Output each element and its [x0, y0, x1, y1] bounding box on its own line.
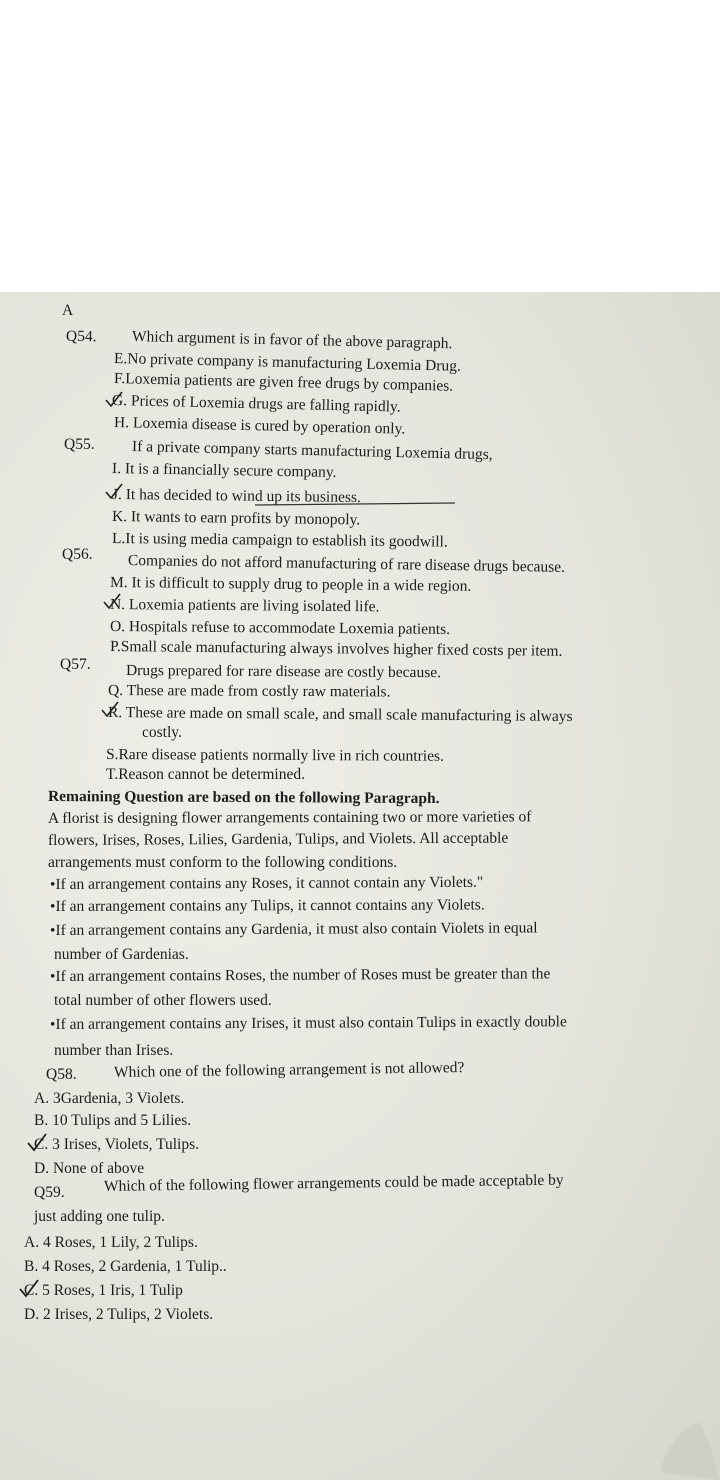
tick-mark-R: [100, 700, 120, 718]
tick-mark-C: [26, 1132, 48, 1152]
photographed-exam-page: [0, 292, 720, 1480]
page-fold-decoration: [640, 1412, 720, 1480]
rule-4-cont: total number of other flowers used.: [54, 992, 272, 1009]
q56-number: Q56.: [62, 546, 93, 563]
paragraph-line-2: flowers, Irises, Roses, Lilies, Gardenia, Tulips, and Violets. All acceptable: [47, 829, 509, 849]
rule-3-cont: number of Gardenias.: [54, 946, 189, 963]
q59-question-cont: just adding one tulip.: [34, 1208, 165, 1225]
tick-mark-N: [102, 592, 122, 610]
q58-question: Which one of the following arrangement is not allowed?: [113, 1059, 465, 1081]
q54-option-e: E.No private company is manufacturing Loxemia Drug.: [113, 350, 462, 375]
section-label: A: [62, 302, 74, 319]
q59-option-c: C. 5 Roses, 1 Iris, 1 Tulip: [24, 1282, 183, 1299]
tick-mark-J: [104, 482, 124, 500]
rule-3: •If an arrangement contains any Gardenia, it must also contain Violets in equal: [49, 919, 538, 939]
q59-number: Q59.: [34, 1184, 65, 1201]
tick-mark-C59: [18, 1278, 40, 1298]
paragraph-line-3: arrangements must conform to the following conditions.: [48, 854, 398, 871]
q57-option-r-cont: costly.: [142, 724, 182, 741]
q54-option-h: H. Loxemia disease is cured by operation only.: [113, 414, 406, 438]
q55-option-l: L.It is using media campaign to establish its goodwill.: [111, 530, 448, 551]
q54-option-g: G. Prices of Loxemia drugs are falling rapidly.: [111, 392, 401, 416]
q56-option-n: N. Loxemia patients are living isolated life.: [109, 596, 380, 616]
q57-option-r: R. These are made on small scale, and small scale manufacturing is always: [107, 704, 573, 726]
q59-question: Which of the following flower arrangements could be made acceptable by: [103, 1171, 564, 1195]
q59-option-d: D. 2 Irises, 2 Tulips, 2 Violets.: [24, 1306, 214, 1323]
paragraph-heading: Remaining Question are based on the following Paragraph.: [47, 788, 440, 808]
q56-option-p: P.Small scale manufacturing always involves higher fixed costs per item.: [109, 638, 563, 660]
rule-4: •If an arrangement contains Roses, the number of Roses must be greater than the: [49, 965, 551, 985]
q54-number: Q54.: [65, 327, 97, 346]
rule-1: •If an arrangement contains any Roses, it cannot contain any Violets.": [49, 873, 484, 893]
q57-option-t: T.Reason cannot be determined.: [106, 766, 305, 783]
q54-question: Which argument is in favor of the above paragraph.: [131, 328, 453, 353]
rule-5: •If an arrangement contains any Irises, it must also contain Tulips in exactly double: [49, 1013, 567, 1033]
q59-option-b: B. 4 Roses, 2 Gardenia, 1 Tulip..: [24, 1258, 227, 1275]
paragraph-line-1: A florist is designing flower arrangements containing two or more varieties of: [47, 808, 532, 827]
q55-option-j: J. It has decided to wind up its business.: [111, 486, 361, 507]
q54-option-f: F.Loxemia patients are given free drugs by companies.: [113, 370, 454, 395]
q57-option-s: S.Rare disease patients normally live in rich countries.: [105, 746, 444, 765]
q58-option-b: B. 10 Tulips and 5 Lilies.: [34, 1112, 192, 1129]
q55-question: If a private company starts manufacturing Loxemia drugs,: [131, 438, 493, 464]
q58-option-a: A. 3Gardenia, 3 Violets.: [34, 1090, 185, 1107]
q58-option-c: C. 3 Irises, Violets, Tulips.: [34, 1136, 200, 1153]
q56-question: Companies do not afford manufacturing of rare disease drugs because.: [127, 552, 566, 576]
q57-number: Q57.: [60, 656, 91, 673]
q55-option-k: K. It wants to earn profits by monopoly.: [111, 508, 361, 529]
q56-option-m: M. It is difficult to supply drug to people in a wide region.: [109, 574, 472, 595]
tick-mark-G: [104, 390, 124, 408]
rule-5-cont: number than Irises.: [54, 1042, 174, 1059]
q57-question: Drugs prepared for rare disease are costly because.: [125, 662, 442, 682]
underline-mark: [255, 502, 460, 508]
rule-2: •If an arrangement contains any Tulips, it cannot contains any Violets.: [49, 896, 485, 915]
q57-option-q: Q. These are made from costly raw materials.: [107, 682, 391, 701]
q58-number: Q58.: [46, 1066, 77, 1083]
q56-option-o: O. Hospitals refuse to accommodate Loxemia patients.: [109, 618, 451, 638]
q59-option-a: A. 4 Roses, 1 Lily, 2 Tulips.: [24, 1234, 198, 1251]
q58-option-d: D. None of above: [34, 1160, 145, 1177]
q55-number: Q55.: [64, 436, 95, 453]
q55-option-i: I. It is a financially secure company.: [111, 460, 337, 481]
